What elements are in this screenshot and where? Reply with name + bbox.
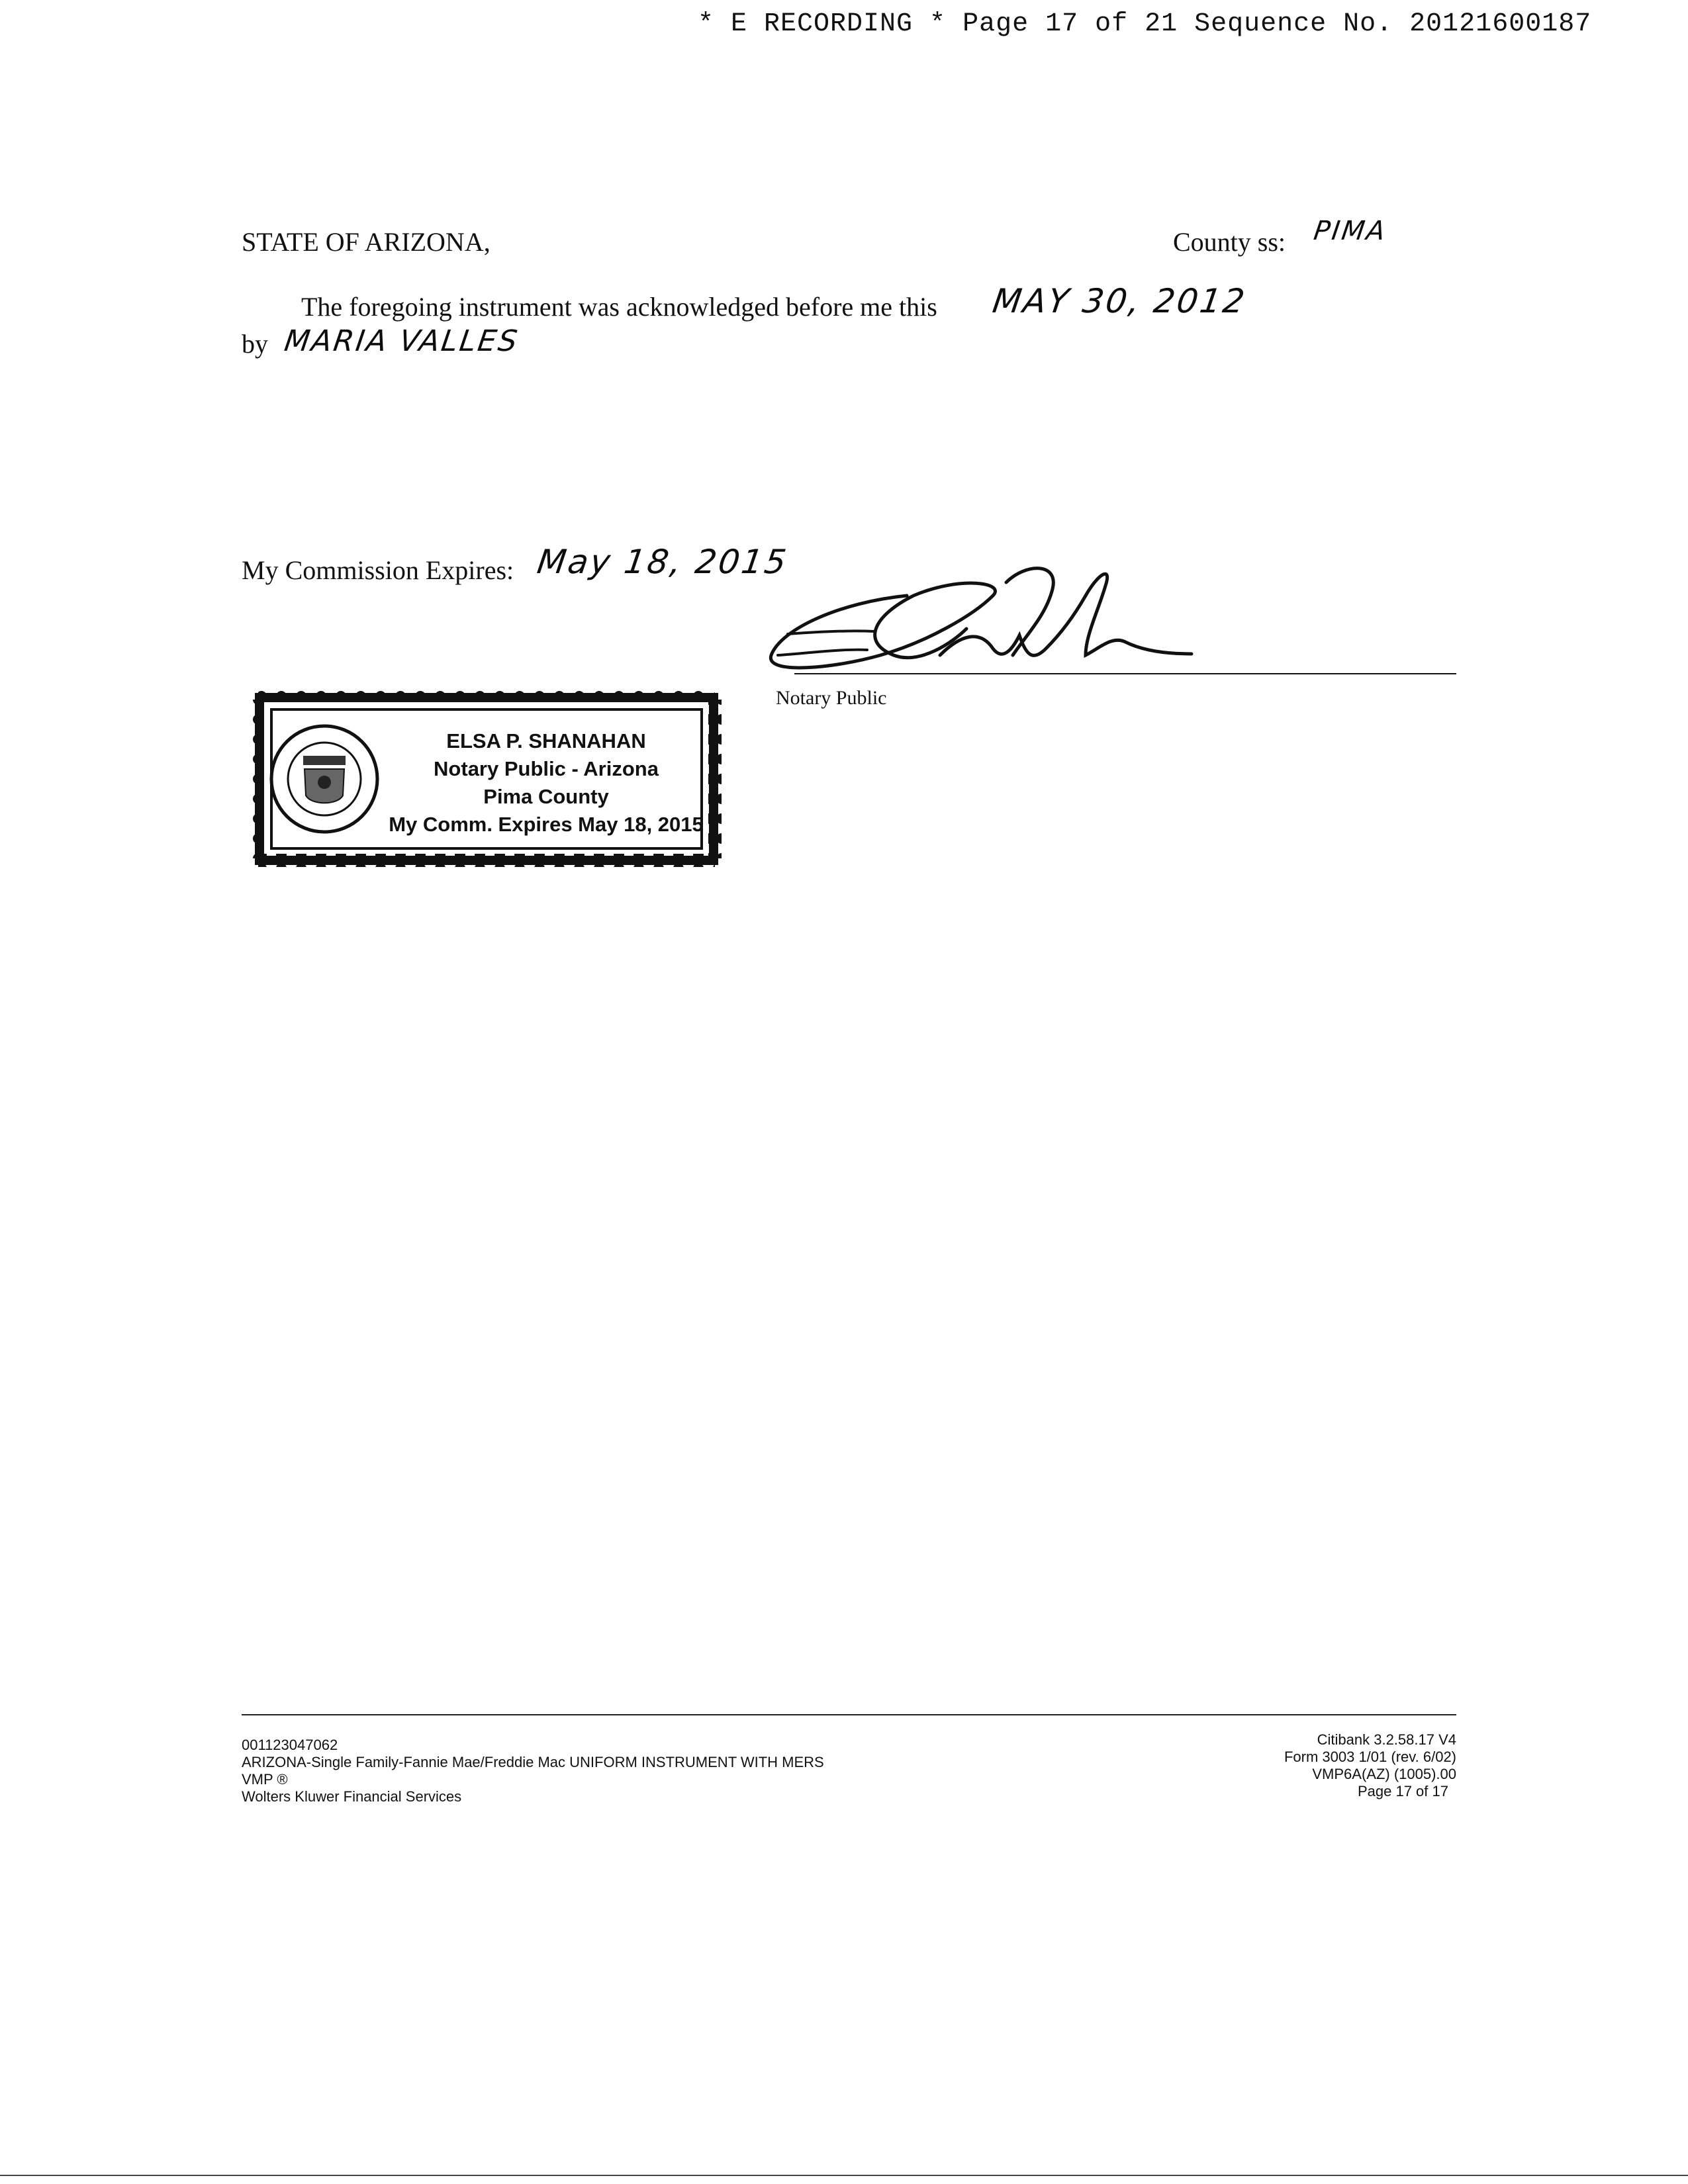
footer-version: Citibank 3.2.58.17 V4 xyxy=(1317,1731,1456,1748)
footer-page-number: Page 17 of 17 xyxy=(1357,1783,1448,1799)
footer-form-number: Form 3003 1/01 (rev. 6/02) xyxy=(1284,1749,1456,1765)
footer-vmp-code: VMP6A(AZ) (1005).00 xyxy=(1312,1766,1456,1782)
footer-loan-number: 001123047062 xyxy=(242,1737,338,1753)
footer-vmp: VMP ® xyxy=(242,1771,288,1788)
notary-signature-graphic xyxy=(741,556,1205,688)
footer-rule xyxy=(242,1714,1456,1715)
stamp-notary-name: ELSA P. SHANAHAN xyxy=(446,729,646,752)
acknowledgment-intro: The foregoing instrument was acknowledged before me this xyxy=(301,292,937,322)
notary-stamp xyxy=(252,690,722,868)
recording-header: * E RECORDING * Page 17 of 21 Sequence No. 20121600187 xyxy=(698,9,1592,39)
state-label: STATE OF ARIZONA, xyxy=(242,227,491,257)
commission-date-handwritten: May 18, 2015 xyxy=(534,543,790,581)
footer-company: Wolters Kluwer Financial Services xyxy=(242,1788,462,1805)
stamp-notary-title: Notary Public - Arizona xyxy=(434,757,659,780)
signature-line xyxy=(794,673,1456,674)
stamp-expiration: My Comm. Expires May 18, 2015 xyxy=(389,813,704,836)
acknowledgment-date-handwritten: MAY 30, 2012 xyxy=(990,282,1249,320)
by-label: by xyxy=(242,329,268,359)
county-handwritten: PIMA xyxy=(1311,216,1389,246)
notary-public-caption: Notary Public xyxy=(776,687,887,709)
stamp-county: Pima County xyxy=(483,785,609,808)
commission-label: My Commission Expires: xyxy=(242,555,514,585)
footer-form-description: ARIZONA-Single Family-Fannie Mae/Freddie Mac UNIFORM INSTRUMENT WITH MERS xyxy=(242,1754,824,1770)
signer-name-handwritten: MARIA VALLES xyxy=(282,324,522,358)
county-label: County ss: xyxy=(1173,227,1286,257)
bottom-edge-rule xyxy=(0,2175,1688,2176)
